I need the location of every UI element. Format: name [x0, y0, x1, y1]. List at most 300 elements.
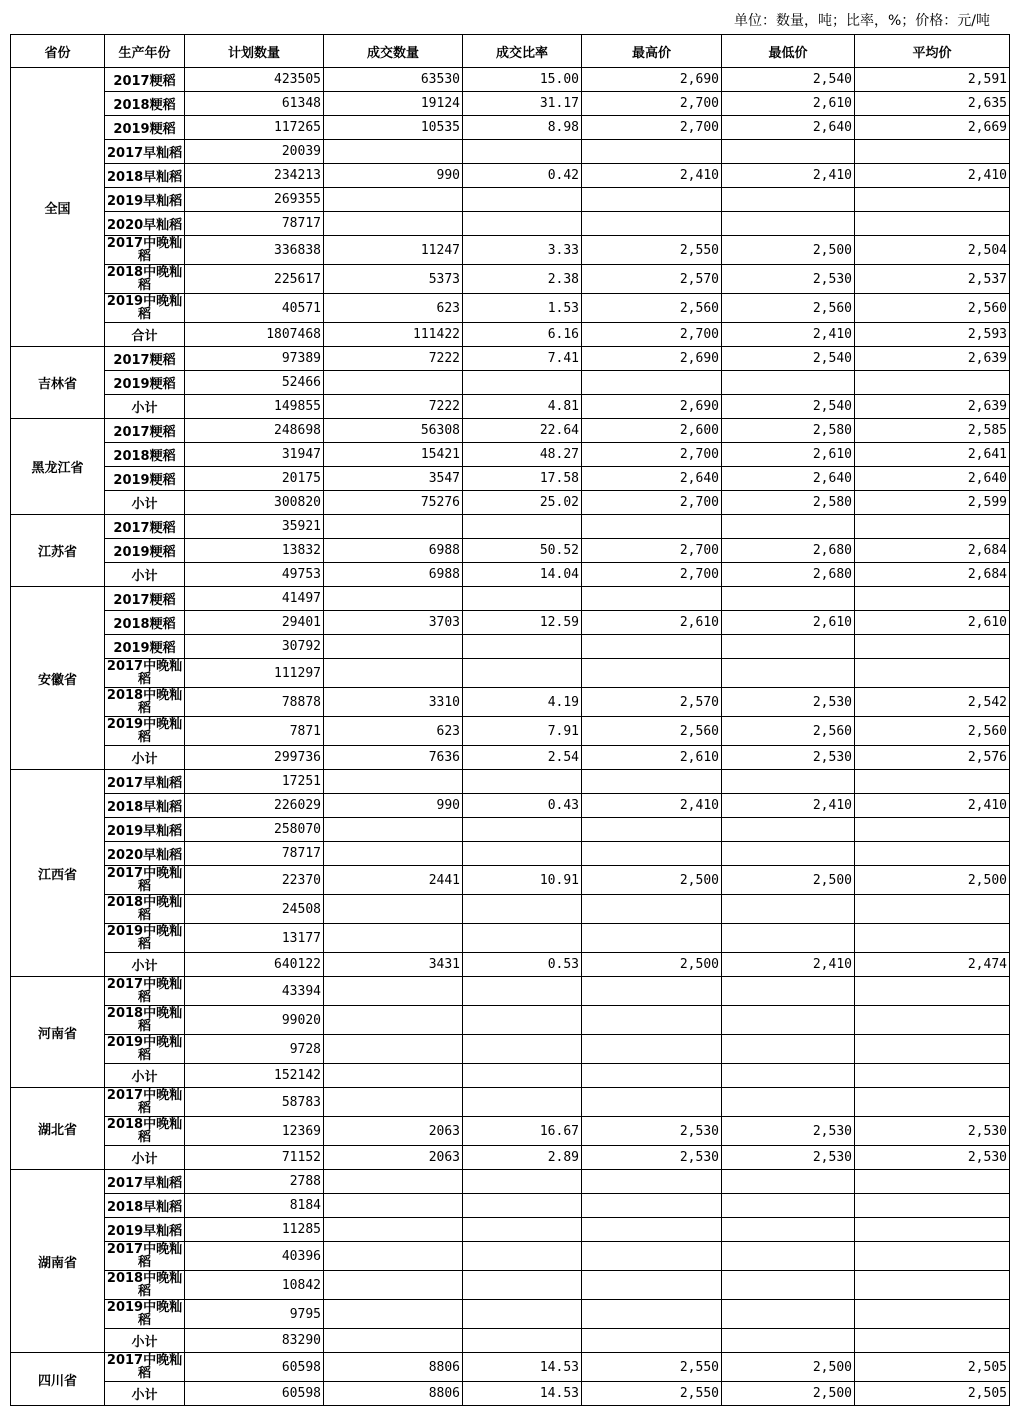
deal-cell: 6988: [324, 563, 463, 587]
col-header-plan: 计划数量: [185, 35, 324, 68]
plan-cell: 30792: [185, 635, 324, 659]
max-cell: 2,700: [582, 539, 722, 563]
plan-cell: 11285: [185, 1218, 324, 1242]
plan-cell: 41497: [185, 587, 324, 611]
plan-cell: 40396: [185, 1242, 324, 1271]
province-cell: 黑龙江省: [11, 419, 105, 515]
table-row: [11, 1146, 1010, 1170]
province-cell: 湖南省: [11, 1170, 105, 1353]
rate-cell: [463, 842, 582, 866]
max-cell: 2,570: [582, 265, 722, 294]
avg-cell: 2,591: [855, 68, 1010, 92]
year-cell: 2019粳稻: [105, 116, 185, 140]
max-cell: 2,700: [582, 443, 722, 467]
plan-cell: 60598: [185, 1353, 324, 1382]
plan-cell: 20175: [185, 467, 324, 491]
rate-cell: 7.41: [463, 347, 582, 371]
plan-cell: 7871: [185, 717, 324, 746]
year-cell: 2018中晚籼稻: [105, 1271, 185, 1300]
year-cell: 小计: [105, 563, 185, 587]
min-cell: [722, 770, 855, 794]
avg-cell: 2,635: [855, 92, 1010, 116]
year-cell: 2018早籼稻: [105, 164, 185, 188]
table-row: [11, 419, 1010, 443]
deal-cell: 7636: [324, 746, 463, 770]
avg-cell: 2,542: [855, 688, 1010, 717]
col-header-rate: 成交比率: [463, 35, 582, 68]
min-cell: 2,540: [722, 68, 855, 92]
deal-cell: 2063: [324, 1117, 463, 1146]
min-cell: [722, 188, 855, 212]
rate-cell: [463, 924, 582, 953]
avg-cell: 2,585: [855, 419, 1010, 443]
rate-cell: [463, 587, 582, 611]
max-cell: [582, 770, 722, 794]
deal-cell: [324, 1006, 463, 1035]
plan-cell: 8184: [185, 1194, 324, 1218]
plan-cell: 22370: [185, 866, 324, 895]
deal-cell: [324, 895, 463, 924]
table-row: [11, 371, 1010, 395]
table-row: [11, 1271, 1010, 1300]
table-row: [11, 116, 1010, 140]
deal-cell: 11247: [324, 236, 463, 265]
plan-cell: 29401: [185, 611, 324, 635]
plan-cell: 43394: [185, 977, 324, 1006]
max-cell: 2,690: [582, 347, 722, 371]
table-row: [11, 659, 1010, 688]
plan-cell: 17251: [185, 770, 324, 794]
max-cell: [582, 818, 722, 842]
table-row: [11, 688, 1010, 717]
rate-cell: [463, 895, 582, 924]
deal-cell: 623: [324, 717, 463, 746]
avg-cell: 2,640: [855, 467, 1010, 491]
avg-cell: [855, 1300, 1010, 1329]
min-cell: 2,410: [722, 794, 855, 818]
min-cell: [722, 1006, 855, 1035]
max-cell: 2,640: [582, 467, 722, 491]
table-row: [11, 794, 1010, 818]
table-row: [11, 491, 1010, 515]
max-cell: 2,600: [582, 419, 722, 443]
min-cell: 2,410: [722, 164, 855, 188]
plan-cell: 99020: [185, 1006, 324, 1035]
deal-cell: 15421: [324, 443, 463, 467]
plan-cell: 248698: [185, 419, 324, 443]
deal-cell: [324, 635, 463, 659]
table-row: [11, 1329, 1010, 1353]
avg-cell: [855, 587, 1010, 611]
table-row: [11, 323, 1010, 347]
plan-cell: 10842: [185, 1271, 324, 1300]
year-cell: 2019粳稻: [105, 635, 185, 659]
deal-cell: 3547: [324, 467, 463, 491]
min-cell: [722, 924, 855, 953]
max-cell: 2,410: [582, 794, 722, 818]
rate-cell: [463, 1035, 582, 1064]
year-cell: 2019早籼稻: [105, 188, 185, 212]
avg-cell: 2,599: [855, 491, 1010, 515]
max-cell: 2,550: [582, 1382, 722, 1406]
table-row: [11, 443, 1010, 467]
deal-cell: [324, 1064, 463, 1088]
province-cell: 吉林省: [11, 347, 105, 419]
rate-cell: [463, 1271, 582, 1300]
table-row: [11, 635, 1010, 659]
table-row: [11, 770, 1010, 794]
table-row: [11, 265, 1010, 294]
table-row: [11, 515, 1010, 539]
max-cell: [582, 140, 722, 164]
plan-cell: 78717: [185, 842, 324, 866]
deal-cell: [324, 1035, 463, 1064]
deal-cell: 7222: [324, 347, 463, 371]
rate-cell: 10.91: [463, 866, 582, 895]
avg-cell: 2,537: [855, 265, 1010, 294]
table-row: [11, 977, 1010, 1006]
max-cell: [582, 895, 722, 924]
rate-cell: 0.53: [463, 953, 582, 977]
max-cell: [582, 515, 722, 539]
min-cell: 2,500: [722, 866, 855, 895]
min-cell: 2,530: [722, 746, 855, 770]
rate-cell: [463, 140, 582, 164]
plan-cell: 225617: [185, 265, 324, 294]
rate-cell: 0.43: [463, 794, 582, 818]
avg-cell: 2,500: [855, 866, 1010, 895]
province-cell: 湖北省: [11, 1088, 105, 1170]
plan-cell: 9728: [185, 1035, 324, 1064]
min-cell: 2,680: [722, 563, 855, 587]
min-cell: [722, 895, 855, 924]
deal-cell: [324, 1242, 463, 1271]
year-cell: 2019早籼稻: [105, 1218, 185, 1242]
rate-cell: [463, 515, 582, 539]
year-cell: 2019中晚籼稻: [105, 717, 185, 746]
year-cell: 2018中晚籼稻: [105, 688, 185, 717]
rate-cell: 12.59: [463, 611, 582, 635]
year-cell: 2020早籼稻: [105, 842, 185, 866]
min-cell: 2,540: [722, 347, 855, 371]
table-row: [11, 587, 1010, 611]
plan-cell: 49753: [185, 563, 324, 587]
plan-cell: 258070: [185, 818, 324, 842]
rate-cell: 4.81: [463, 395, 582, 419]
rate-cell: 22.64: [463, 419, 582, 443]
max-cell: [582, 1300, 722, 1329]
rate-cell: 17.58: [463, 467, 582, 491]
min-cell: [722, 1300, 855, 1329]
avg-cell: [855, 1170, 1010, 1194]
table-row: [11, 717, 1010, 746]
rate-cell: [463, 635, 582, 659]
max-cell: [582, 1006, 722, 1035]
table-row: [11, 1218, 1010, 1242]
min-cell: 2,580: [722, 419, 855, 443]
table-row: [11, 924, 1010, 953]
plan-cell: 40571: [185, 294, 324, 323]
max-cell: [582, 1170, 722, 1194]
table-row: [11, 1300, 1010, 1329]
deal-cell: 990: [324, 164, 463, 188]
avg-cell: [855, 1035, 1010, 1064]
max-cell: [582, 371, 722, 395]
table-row: [11, 68, 1010, 92]
table-row: [11, 164, 1010, 188]
deal-cell: [324, 1170, 463, 1194]
max-cell: [582, 1271, 722, 1300]
max-cell: [582, 587, 722, 611]
year-cell: 2019早籼稻: [105, 818, 185, 842]
deal-cell: 3431: [324, 953, 463, 977]
year-cell: 2018中晚籼稻: [105, 265, 185, 294]
year-cell: 2018中晚籼稻: [105, 1117, 185, 1146]
avg-cell: 2,684: [855, 539, 1010, 563]
table-row: [11, 1170, 1010, 1194]
deal-cell: 8806: [324, 1382, 463, 1406]
rate-cell: [463, 1242, 582, 1271]
rate-cell: 50.52: [463, 539, 582, 563]
max-cell: [582, 212, 722, 236]
table-row: [11, 1006, 1010, 1035]
year-cell: 2017早籼稻: [105, 770, 185, 794]
max-cell: [582, 842, 722, 866]
rate-cell: [463, 1300, 582, 1329]
table-row: [11, 188, 1010, 212]
rate-cell: [463, 188, 582, 212]
deal-cell: [324, 1329, 463, 1353]
max-cell: [582, 924, 722, 953]
year-cell: 2017中晚籼稻: [105, 659, 185, 688]
deal-cell: [324, 1218, 463, 1242]
plan-cell: 13177: [185, 924, 324, 953]
province-cell: 河南省: [11, 977, 105, 1088]
table-row: [11, 1117, 1010, 1146]
deal-cell: 56308: [324, 419, 463, 443]
min-cell: 2,410: [722, 953, 855, 977]
deal-cell: 75276: [324, 491, 463, 515]
table-row: [11, 539, 1010, 563]
rate-cell: 25.02: [463, 491, 582, 515]
table-row: [11, 842, 1010, 866]
plan-cell: 12369: [185, 1117, 324, 1146]
plan-cell: 423505: [185, 68, 324, 92]
avg-cell: 2,610: [855, 611, 1010, 635]
avg-cell: [855, 1242, 1010, 1271]
deal-cell: [324, 818, 463, 842]
avg-cell: [855, 770, 1010, 794]
rate-cell: 2.89: [463, 1146, 582, 1170]
year-cell: 2020早籼稻: [105, 212, 185, 236]
year-cell: 2017中晚籼稻: [105, 236, 185, 265]
min-cell: [722, 842, 855, 866]
max-cell: 2,550: [582, 1353, 722, 1382]
rate-cell: 31.17: [463, 92, 582, 116]
deal-cell: 2441: [324, 866, 463, 895]
rate-cell: 7.91: [463, 717, 582, 746]
plan-cell: 226029: [185, 794, 324, 818]
deal-cell: 111422: [324, 323, 463, 347]
year-cell: 小计: [105, 746, 185, 770]
deal-cell: 10535: [324, 116, 463, 140]
min-cell: 2,410: [722, 323, 855, 347]
max-cell: 2,500: [582, 866, 722, 895]
year-cell: 2017粳稻: [105, 68, 185, 92]
min-cell: [722, 587, 855, 611]
min-cell: 2,610: [722, 611, 855, 635]
rate-cell: 14.53: [463, 1353, 582, 1382]
year-cell: 合计: [105, 323, 185, 347]
plan-cell: 78717: [185, 212, 324, 236]
plan-cell: 117265: [185, 116, 324, 140]
min-cell: 2,500: [722, 1353, 855, 1382]
table-row: [11, 467, 1010, 491]
table-row: [11, 395, 1010, 419]
deal-cell: [324, 140, 463, 164]
avg-cell: 2,474: [855, 953, 1010, 977]
rate-cell: 2.38: [463, 265, 582, 294]
table-row: [11, 866, 1010, 895]
deal-cell: 8806: [324, 1353, 463, 1382]
min-cell: 2,500: [722, 1382, 855, 1406]
plan-cell: 61348: [185, 92, 324, 116]
min-cell: 2,580: [722, 491, 855, 515]
table-row: [11, 563, 1010, 587]
max-cell: 2,700: [582, 92, 722, 116]
deal-cell: [324, 212, 463, 236]
col-header-deal: 成交数量: [324, 35, 463, 68]
min-cell: 2,640: [722, 116, 855, 140]
rate-cell: 15.00: [463, 68, 582, 92]
avg-cell: [855, 895, 1010, 924]
year-cell: 2017早籼稻: [105, 140, 185, 164]
plan-cell: 300820: [185, 491, 324, 515]
min-cell: [722, 371, 855, 395]
rate-cell: 4.19: [463, 688, 582, 717]
year-cell: 2019中晚籼稻: [105, 294, 185, 323]
min-cell: [722, 977, 855, 1006]
year-cell: 2017中晚籼稻: [105, 866, 185, 895]
max-cell: 2,700: [582, 323, 722, 347]
min-cell: [722, 659, 855, 688]
plan-cell: 152142: [185, 1064, 324, 1088]
max-cell: [582, 1218, 722, 1242]
year-cell: 2017中晚籼稻: [105, 1242, 185, 1271]
avg-cell: 2,505: [855, 1382, 1010, 1406]
plan-cell: 78878: [185, 688, 324, 717]
table-row: [11, 1382, 1010, 1406]
rate-cell: [463, 1194, 582, 1218]
rate-cell: [463, 371, 582, 395]
avg-cell: [855, 1006, 1010, 1035]
deal-cell: [324, 587, 463, 611]
min-cell: [722, 818, 855, 842]
rate-cell: 8.98: [463, 116, 582, 140]
avg-cell: [855, 188, 1010, 212]
rate-cell: [463, 1006, 582, 1035]
deal-cell: [324, 1088, 463, 1117]
plan-cell: 83290: [185, 1329, 324, 1353]
rate-cell: [463, 977, 582, 1006]
deal-cell: [324, 515, 463, 539]
plan-cell: 2788: [185, 1170, 324, 1194]
year-cell: 2017粳稻: [105, 587, 185, 611]
avg-cell: 2,410: [855, 164, 1010, 188]
avg-cell: [855, 212, 1010, 236]
avg-cell: [855, 818, 1010, 842]
col-header-avg: 平均价: [855, 35, 1010, 68]
year-cell: 2017粳稻: [105, 515, 185, 539]
avg-cell: 2,505: [855, 1353, 1010, 1382]
max-cell: [582, 1242, 722, 1271]
avg-cell: 2,639: [855, 347, 1010, 371]
max-cell: [582, 977, 722, 1006]
rate-cell: 3.33: [463, 236, 582, 265]
avg-cell: 2,560: [855, 294, 1010, 323]
plan-cell: 97389: [185, 347, 324, 371]
year-cell: 2017粳稻: [105, 347, 185, 371]
year-cell: 小计: [105, 1146, 185, 1170]
avg-cell: [855, 842, 1010, 866]
avg-cell: [855, 924, 1010, 953]
deal-cell: [324, 770, 463, 794]
table-row: [11, 294, 1010, 323]
plan-cell: 9795: [185, 1300, 324, 1329]
rate-cell: [463, 212, 582, 236]
year-cell: 2018中晚籼稻: [105, 895, 185, 924]
table-row: [11, 818, 1010, 842]
max-cell: 2,690: [582, 68, 722, 92]
plan-cell: 299736: [185, 746, 324, 770]
deal-cell: [324, 659, 463, 688]
plan-cell: 52466: [185, 371, 324, 395]
rate-cell: [463, 1064, 582, 1088]
avg-cell: [855, 1329, 1010, 1353]
avg-cell: [855, 515, 1010, 539]
year-cell: 2018粳稻: [105, 92, 185, 116]
avg-cell: 2,639: [855, 395, 1010, 419]
avg-cell: 2,593: [855, 323, 1010, 347]
unit-note: 单位：数量，吨；比率，%；价格：元/吨: [733, 13, 990, 29]
rate-cell: [463, 659, 582, 688]
min-cell: 2,560: [722, 717, 855, 746]
min-cell: 2,530: [722, 265, 855, 294]
plan-cell: 35921: [185, 515, 324, 539]
year-cell: 2018粳稻: [105, 611, 185, 635]
year-cell: 2019中晚籼稻: [105, 1300, 185, 1329]
max-cell: 2,610: [582, 746, 722, 770]
year-cell: 小计: [105, 1382, 185, 1406]
max-cell: 2,690: [582, 395, 722, 419]
max-cell: 2,610: [582, 611, 722, 635]
year-cell: 2019中晚籼稻: [105, 924, 185, 953]
deal-cell: [324, 1271, 463, 1300]
avg-cell: 2,410: [855, 794, 1010, 818]
col-header-year: 生产年份: [105, 35, 185, 68]
deal-cell: [324, 924, 463, 953]
min-cell: [722, 1194, 855, 1218]
province-cell: 四川省: [11, 1353, 105, 1406]
deal-cell: 6988: [324, 539, 463, 563]
rate-cell: 6.16: [463, 323, 582, 347]
rate-cell: [463, 1088, 582, 1117]
rate-cell: 2.54: [463, 746, 582, 770]
plan-cell: 31947: [185, 443, 324, 467]
min-cell: [722, 1170, 855, 1194]
max-cell: [582, 188, 722, 212]
avg-cell: 2,530: [855, 1146, 1010, 1170]
